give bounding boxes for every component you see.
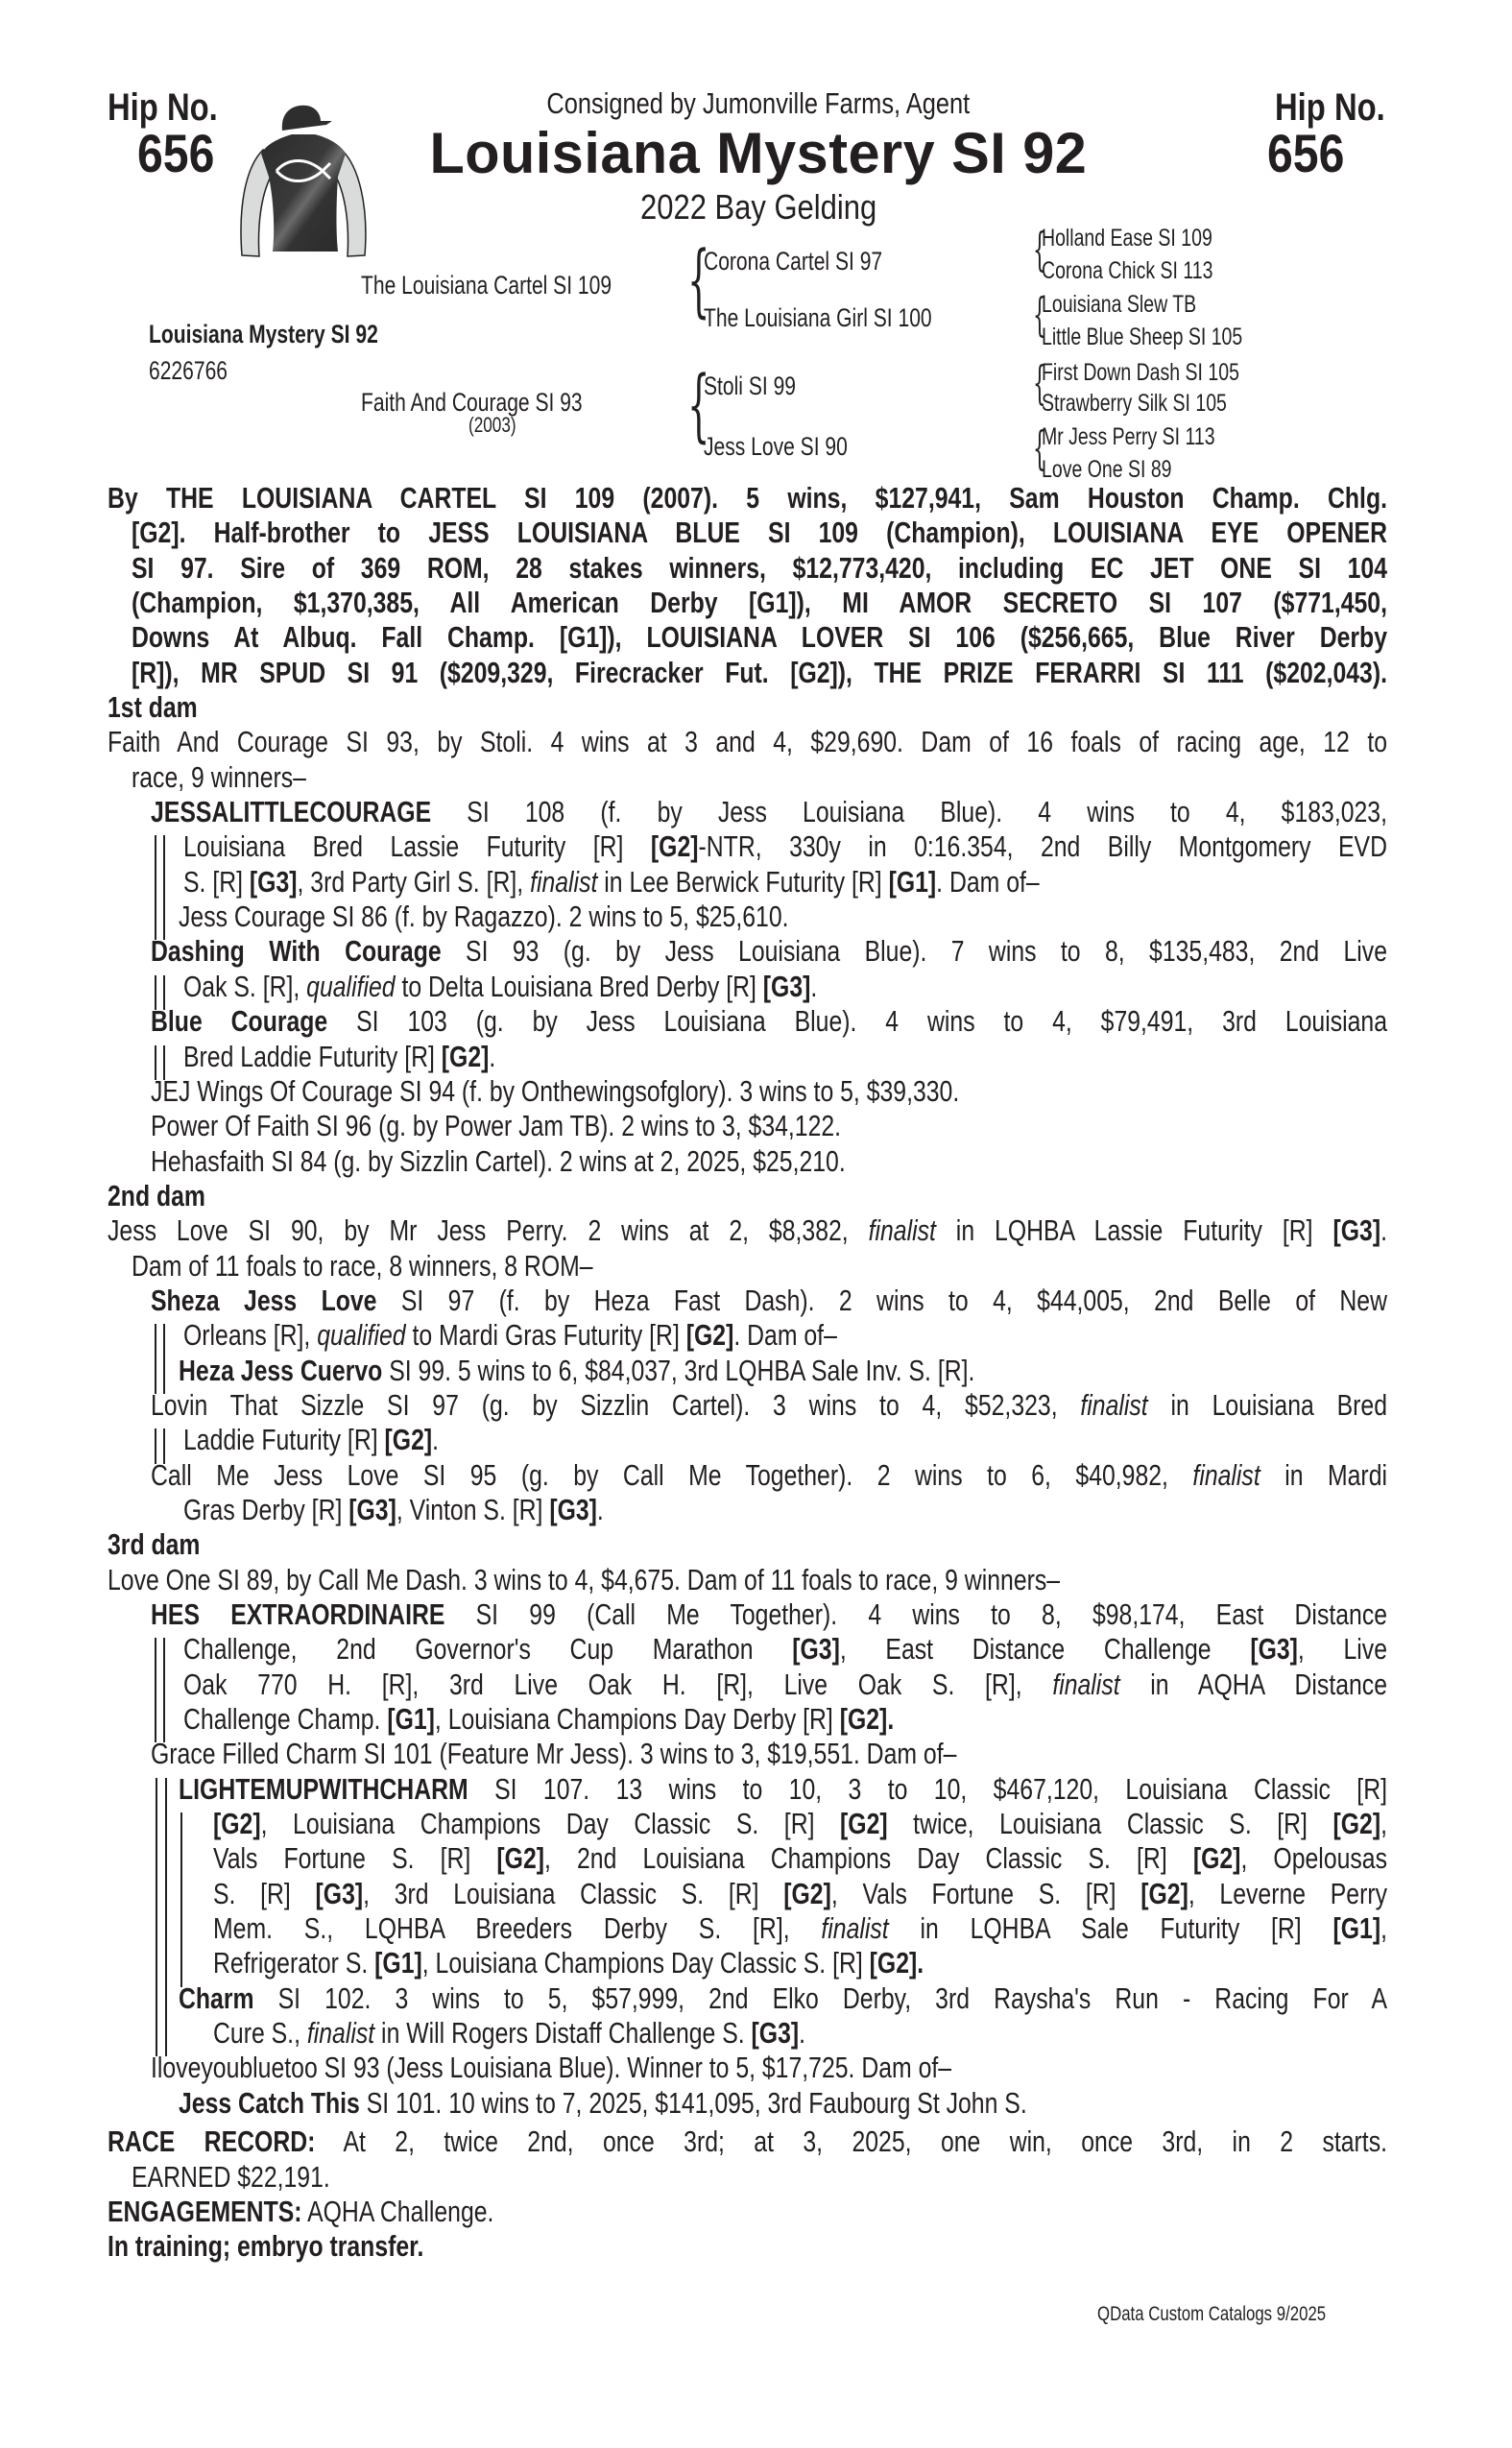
text-line [108,1911,1387,1946]
text-run: in Mardi [1260,1457,1387,1492]
text-line [108,1284,1387,1318]
bold-run: JESSALITTLECOURAGE [151,795,432,829]
text-run: , Vals Fortune S. [R] [830,1876,1141,1910]
bold-run: [R]), MR SPUD SI 91 ($209,329, Firecracker Fut. [G2]), THE PRIZE FERARRI SI 111 ($202,043). [132,655,1387,689]
bold-run: [G3] [348,1492,396,1526]
text-line [108,2160,1387,2195]
text-line-content [179,1772,1387,1807]
text-line [108,1004,1387,1039]
text-line-content [183,1423,1387,1457]
text-line [108,2086,1387,2121]
text-line-content [183,970,1387,1004]
text-line [108,516,1387,550]
bold-run: [G2] [685,1318,734,1353]
text-line [108,1668,1387,1702]
text-line-content [213,1911,1387,1946]
text-run: , East Distance Challenge [839,1632,1251,1667]
text-line-content [108,1179,1387,1213]
text-line [108,1213,1387,1248]
text-line-content [108,1563,1387,1597]
text-run: . [596,1492,604,1526]
text-line [108,1807,1387,1841]
text-run: Dam of 11 foals to race, 8 winners, 8 ROM– [132,1248,593,1283]
text-run: Refrigerator S. [213,1946,375,1980]
horse-title-text: Louisiana Mystery SI 92 [429,121,1088,185]
text-run: Hehasfaith SI 84 (g. by Sizzlin Cartel). 2 wins at 2, 2025, $25,210. [151,1143,846,1178]
text-line-content [132,656,1387,690]
text-line-content [151,1144,1387,1179]
text-line-content [179,1981,1387,2016]
bold-run: Dashing With Courage [151,934,442,969]
text-line-content [151,1109,1387,1143]
horse-description [269,187,1248,227]
bold-run: Charm [179,1980,254,2015]
consignor-line [269,88,1248,118]
italic-run: finalist [530,864,598,899]
text-line-content [108,1213,1387,1248]
footer-credit: QData Custom Catalogs 9/2025 [1097,2303,1327,2325]
hip-label-left: Hip No. [108,86,218,129]
horse-title [269,121,1248,185]
text-run: , 3rd Louisiana Classic S. [R] [363,1876,784,1910]
text-line-content [132,620,1387,655]
bold-run: [G2] [384,1423,433,1457]
text-line-content [213,2016,1387,2051]
text-line-content [183,1702,1387,1737]
bold-run: RACE RECORD: [108,2124,316,2159]
text-line-content [151,934,1387,969]
bold-run: 3rd dam [108,1527,201,1562]
text-run: in Lee Berwick Futurity [R] [597,864,889,899]
text-run: SI 101. 10 wins to 7, 2025, $141,095, 3rd Faubourg St John S. [359,2085,1027,2120]
pedigree-dam: Faith And Courage SI 93 [361,388,583,417]
text-line-content [151,1737,1387,1771]
text-run: in LQHBA Lassie Futurity [R] [935,1213,1333,1248]
bracket-icon: { [1033,288,1046,342]
text-line [108,1737,1387,1771]
bold-run: ENGAGEMENTS: [108,2194,302,2228]
text-run: Louisiana Bred Lassie Futurity [R] [183,829,651,864]
bold-run: [G2] [496,1841,544,1876]
text-line [108,970,1387,1004]
text-run: Iloveyoubluetoo SI 93 (Jess Louisiana Blue). Winner to 5, $17,725. Dam of– [151,2051,952,2085]
bracket-icon: { [1033,223,1046,276]
text-line-content [183,1493,1387,1527]
text-run: in AQHA Distance [1119,1667,1387,1701]
bold-run: [G3] [751,2016,800,2051]
text-run: Call Me Jess Love SI 95 (g. by Call Me Together). 2 wins to 6, $40,982, [151,1457,1193,1492]
text-line [108,2229,1387,2264]
text-line [108,656,1387,690]
text-run: Laddie Futurity [R] [183,1423,385,1457]
text-line-content [183,1668,1387,1702]
italic-run: finalist [1080,1387,1148,1422]
text-line-content [151,2051,1387,2085]
italic-run: finalist [821,1911,889,1946]
text-run: in Will Rogers Distaff Challenge S. [374,2016,752,2051]
bold-run: Downs At Albuq. Fall Champ. [G1]), LOUISIANA LOVER SI 106 ($256,665, Blue River Derby [132,620,1387,655]
text-line [108,1563,1387,1597]
hip-label-right: Hip No. [1275,86,1385,129]
bold-run: [G2] [1192,1841,1241,1876]
bold-run: [G2] [650,829,699,864]
text-run: Challenge Champ. [183,1702,388,1737]
bold-run: (Champion, $1,370,385, All American Derby [G1]), MI AMOR SECRETO SI 107 ($771,450, [132,586,1387,620]
text-run: in Louisiana Bred [1147,1387,1387,1422]
bold-run: [G1] [1332,1911,1381,1946]
italic-run: finalist [868,1213,936,1248]
text-line-content [183,1318,1387,1353]
text-line-content [108,1527,1387,1562]
text-run: Orleans [R], [183,1318,318,1353]
bold-run: SI 97. Sire of 369 ROM, 28 stakes winners, $12,773,420, including EC JET ONE SI 104 [132,550,1387,585]
consignor-text: Consigned by Jumonville Farms, Agent [546,86,971,120]
text-run: Love One SI 89, by Call Me Dash. 3 wins to 4, $4,675. Dam of 11 foals to race, 9 winners– [108,1562,1061,1596]
text-line [108,1877,1387,1911]
text-run: Jess Love SI 90, by Mr Jess Perry. 2 wins at 2, $8,382, [108,1213,869,1248]
text-run: Grace Filled Charm SI 101 (Feature Mr Jess). 3 wins to 3, $19,551. Dam of– [151,1737,957,1771]
bold-run: [G3] [249,864,298,899]
text-run: Faith And Courage SI 93, by Stoli. 4 wins at 3 and 4, $29,690. Dam of 16 foals of racing age, 12 to [108,725,1387,759]
text-run: AQHA Challenge. [301,2194,494,2228]
text-run: Jess Courage SI 86 (f. by Ragazzo). 2 wins to 5, $25,610. [179,900,789,934]
bold-run: [G2] [213,1807,261,1841]
text-line [108,1423,1387,1457]
text-line-content [183,865,1387,900]
text-run: . [489,1039,496,1073]
bold-run: Jess Catch This [179,2085,360,2120]
text-run: JEJ Wings Of Courage SI 94 (f. by Onthewingsofglory). 3 wins to 5, $39,330. [151,1073,960,1108]
text-line-content [108,2124,1387,2159]
bold-run: [G3] [762,969,811,1003]
pedigree-gen3: Love One SI 89 [1042,456,1172,483]
text-line [108,551,1387,586]
text-line [108,481,1387,516]
pedigree-gen3: Strawberry Silk SI 105 [1042,390,1227,417]
bold-run: [G3] [1250,1632,1298,1667]
text-run: Mem. S., LQHBA Breeders Derby S. [R], [213,1911,822,1946]
italic-run: finalist [1192,1457,1260,1492]
text-run: SI 107. 13 wins to 10, 3 to 10, $467,120, Louisiana Classic [R] [468,1771,1387,1806]
pedigree-gen3: Corona Chick SI 113 [1042,257,1213,284]
bold-run: HES EXTRAORDINAIRE [151,1597,445,1631]
bracket-icon: { [1033,421,1046,475]
text-run: Vals Fortune S. [R] [213,1841,497,1876]
pedigree-gen3: Mr Jess Perry SI 113 [1042,423,1215,450]
bold-run: 1st dam [108,690,198,725]
bold-run: [G2] [1140,1876,1188,1910]
text-line [108,2051,1387,2085]
bold-run: [G2] [840,1807,888,1841]
text-line-content [213,1841,1387,1876]
text-line [108,1388,1387,1423]
text-line-content [132,516,1387,550]
text-line-content [151,1284,1387,1318]
text-line-content [132,2160,1387,2195]
text-run: , Live [1297,1632,1387,1667]
text-run: . [432,1423,440,1457]
bold-run: Sheza Jess Love [151,1283,377,1317]
text-line-content [151,795,1387,829]
text-run: Power Of Faith SI 96 (g. by Power Jam TB). 2 wins to 3, $34,122. [151,1109,842,1143]
bracket-icon: { [687,360,710,451]
text-line [108,1318,1387,1353]
bold-run: [G3] [315,1876,364,1910]
pedigree-dam-dam: Jess Love SI 90 [704,432,848,461]
text-line [108,1144,1387,1179]
text-line-content [183,1040,1387,1074]
text-run: , Louisiana Champions Day Derby [R] [434,1702,840,1737]
text-line-content [183,1632,1387,1667]
hip-number-right: 656 [1267,123,1345,183]
text-line [108,1632,1387,1667]
text-line-content [108,725,1387,759]
text-line-content [108,2195,1387,2229]
text-run: , Opelousas [1240,1841,1387,1876]
pedigree-sire: The Louisiana Cartel SI 109 [361,271,612,300]
text-line-content [151,1597,1387,1632]
text-line [108,1249,1387,1284]
text-run: SI 108 (f. by Jess Louisiana Blue). 4 wins to 4, $183,023, [431,795,1387,829]
text-line [108,760,1387,795]
bold-run: [G1] [387,1702,435,1737]
text-line [108,1040,1387,1074]
bold-run: In training; embryo transfer. [108,2229,424,2264]
bold-run: 2nd dam [108,1178,205,1212]
text-line-content [151,1458,1387,1493]
text-line [108,1772,1387,1807]
italic-run: qualified [317,1318,406,1353]
text-line-content [108,2229,1387,2264]
text-run: SI 102. 3 wins to 5, $57,999, 2nd Elko Derby, 3rd Raysha's Run - Racing For A [253,1980,1387,2015]
text-line [108,1354,1387,1388]
text-run: twice, Louisiana Classic S. [R] [887,1807,1333,1841]
text-run: Oak S. [R], [183,969,307,1003]
bold-run: By THE LOUISIANA CARTEL SI 109 (2007). 5 wins, $127,941, Sam Houston Champ. Chlg. [108,481,1387,515]
text-line [108,1109,1387,1143]
bold-run: [G2] [783,1876,831,1910]
text-line [108,934,1387,969]
text-run: race, 9 winners– [132,759,306,794]
bold-run: [G3] [792,1632,840,1667]
bold-run: [G1] [888,864,937,899]
text-line-content [108,690,1387,725]
pedigree-gen3: Holland Ease SI 109 [1042,225,1212,252]
text-line-content [132,551,1387,586]
text-run: SI 99 (Call Me Together). 4 wins to 8, $98,174, East Distance [444,1597,1388,1631]
pedigree-gen3: Louisiana Slew TB [1042,291,1197,318]
text-line [108,1527,1387,1562]
text-line-content [132,760,1387,795]
bold-run: [G3] [549,1492,597,1526]
text-line [108,1458,1387,1493]
text-line [108,1841,1387,1876]
hip-number-left: 656 [137,123,215,183]
text-run: SI 99. 5 wins to 6, $84,037, 3rd LQHBA Sale Inv. S. [R]. [382,1353,975,1387]
pedigree-gen3: First Down Dash SI 105 [1042,359,1239,386]
pedigree-sire-dam: The Louisiana Girl SI 100 [704,303,932,332]
text-line-content [213,1946,1387,1980]
text-run: Bred Laddie Futurity [R] [183,1039,442,1073]
text-line [108,690,1387,725]
catalog-page-body [108,481,1387,2265]
pedigree-horse: Louisiana Mystery SI 92 [149,320,378,348]
text-run: , Louisiana Champions Day Classic S. [R] [260,1807,841,1841]
text-run: , Vinton S. [R] [396,1492,550,1526]
text-line [108,1179,1387,1213]
bold-run: [G2]. [839,1702,895,1737]
text-line-content [179,2086,1387,2121]
text-run: SI 103 (g. by Jess Louisiana Blue). 4 wins to 4, $79,491, 3rd Louisiana [327,1004,1388,1039]
text-line [108,795,1387,829]
text-run: , 3rd Party Girl S. [R], [297,864,531,899]
text-run: , [1380,1807,1387,1841]
text-run: . [1380,1213,1387,1248]
bold-run: [G3] [1332,1213,1381,1248]
text-run: to Delta Louisiana Bred Derby [R] [395,969,763,1003]
text-line [108,1981,1387,2016]
text-line [108,2195,1387,2229]
text-line-content [151,1388,1387,1423]
text-line-content [183,829,1387,864]
text-run: , 2nd Louisiana Champions Day Classic S. [R] [544,1841,1193,1876]
bold-run: [G2] [1332,1807,1381,1841]
text-line [108,1597,1387,1632]
text-line [108,1074,1387,1109]
bold-run: LIGHTEMUPWITHCHARM [179,1771,468,1806]
text-line-content [179,1354,1387,1388]
text-line-content [151,1004,1387,1039]
text-line [108,586,1387,620]
text-run: . [810,969,818,1003]
text-line [108,829,1387,864]
text-line [108,1493,1387,1527]
text-line-content [213,1877,1387,1911]
text-line [108,620,1387,655]
text-run: Cure S., [213,2016,307,2051]
text-line-content [132,586,1387,620]
text-line [108,1946,1387,1980]
text-run: EARNED $22,191. [132,2159,330,2194]
text-run: . Dam of– [733,1318,837,1353]
pedigree-sire-sire: Corona Cartel SI 97 [704,247,883,276]
text-run: . [799,2016,806,2051]
text-run: Oak 770 H. [R], 3rd Live Oak H. [R], Live Oak S. [R], [183,1667,1053,1701]
italic-run: finalist [1052,1667,1120,1701]
text-run: -NTR, 330y in 0:16.354, 2nd Billy Montgomery EVD [698,829,1388,864]
bracket-icon: { [687,235,710,326]
horse-description-text: 2022 Bay Gelding [639,187,877,227]
bracket-icon: { [1033,356,1046,410]
bold-run: [G2]. Half-brother to JESS LOUISIANA BLUE SI 109 (Champion), LOUISIANA EYE OPENER [132,516,1387,550]
text-run: SI 97 (f. by Heza Fast Dash). 2 wins to 4, $44,005, 2nd Belle of New [376,1283,1388,1317]
text-line [108,1702,1387,1737]
bold-run: [G2] [441,1039,490,1073]
italic-run: finalist [306,2016,375,2051]
italic-run: qualified [306,969,396,1003]
text-run: , Louisiana Champions Day Classic S. [R] [421,1946,870,1980]
text-run: in LQHBA Sale Futurity [R] [888,1911,1333,1946]
text-line-content [108,481,1387,516]
bold-run: [G1] [374,1946,422,1980]
pedigree-dam-sire: Stoli SI 99 [704,372,797,400]
pedigree-dam-year: (2003) [468,413,516,437]
bold-run: Heza Jess Cuervo [179,1353,383,1387]
text-line [108,2124,1387,2159]
registration-number: 6226766 [149,356,228,385]
text-line [108,2016,1387,2051]
text-line-content [213,1807,1387,1841]
text-line-content [179,900,1387,934]
text-line [108,900,1387,934]
text-line [108,725,1387,759]
text-line [108,865,1387,900]
text-run: to Mardi Gras Futurity [R] [405,1318,686,1353]
text-run: , Leverne Perry [1188,1876,1387,1910]
bold-run: Blue Courage [151,1004,328,1039]
text-run: At 2, twice 2nd, once 3rd; at 3, 2025, one win, once 3rd, in 2 starts. [315,2124,1388,2159]
text-run: S. [R] [213,1876,316,1910]
text-run: S. [R] [183,864,250,899]
text-run: Gras Derby [R] [183,1492,349,1526]
text-run: , [1380,1911,1387,1946]
text-run: SI 93 (g. by Jess Louisiana Blue). 7 wins to 8, $135,483, 2nd Live [441,934,1387,969]
text-line-content [151,1074,1387,1109]
text-run: Challenge, 2nd Governor's Cup Marathon [183,1632,793,1667]
text-run: . Dam of– [936,864,1040,899]
text-run: Lovin That Sizzle SI 97 (g. by Sizzlin Cartel). 3 wins to 4, $52,323, [151,1387,1081,1422]
text-line-content [132,1249,1387,1284]
pedigree-gen3: Little Blue Sheep SI 105 [1042,324,1243,350]
bold-run: [G2]. [869,1946,924,1980]
